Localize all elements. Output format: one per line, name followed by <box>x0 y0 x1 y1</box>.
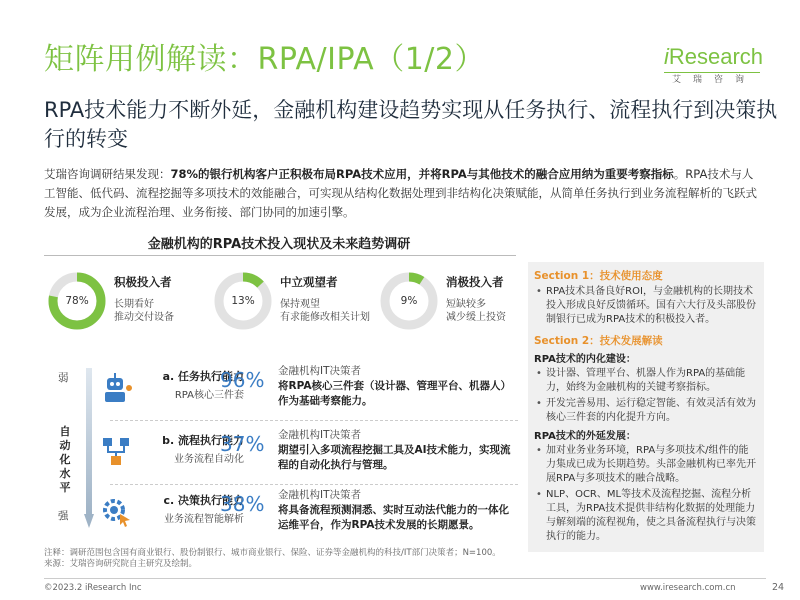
page-title: 矩阵用例解读：RPA/IPA（1/2） <box>44 42 485 77</box>
footer-copyright: ©2023.2 iResearch Inc <box>44 583 142 593</box>
donut-chart-passive <box>380 272 438 330</box>
donut-percent-label: 13% <box>231 295 255 307</box>
capability-description <box>278 364 518 409</box>
axis-automation-label: 自动化水平 <box>59 425 71 494</box>
outer-bullet: • 加对业务业务环境，RPA与多项技术/组件的能力集成已成为长期趋势。头部金融机构已率先开展RPA与多项技术的融合战略。 <box>534 444 758 486</box>
logo-divider <box>664 72 760 73</box>
capability-sub: RPA核心三件套 <box>174 390 244 401</box>
donut-chart-active <box>48 272 106 330</box>
capability-respondent: 金融机构IT决策者 <box>278 429 362 441</box>
intro-lead: 艾瑞咨询调研结果发现： <box>44 167 171 181</box>
insight-panel <box>528 262 764 552</box>
footer-divider <box>44 578 766 579</box>
logo-subtitle: 艾瑞咨询 <box>672 75 757 85</box>
inner-bullet: • 设计器、管理平台、机器人作为RPA的基础能力，始终为金融机构的关键考察指标。 <box>534 367 758 395</box>
capability-detail: 将RPA核心三件套（设计器、管理平台、机器人）作为基础考察能力。 <box>278 380 511 407</box>
section1-title: Section 1：技术使用态度 <box>534 270 663 282</box>
page-subtitle: RPA技术能力不断外延，金融机构建设趋势实现从任务执行、流程执行到决策执行的转变 <box>44 98 778 151</box>
adopter-line1: 短缺较多 <box>446 299 486 310</box>
axis-weak-label: 弱 <box>58 372 69 384</box>
footnote-source: 来源：艾瑞咨询研究院自主研究及绘制。 <box>44 559 198 569</box>
adopter-line1: 保持观望 <box>280 299 320 310</box>
adopter-name: 积极投入者 <box>114 275 172 289</box>
row-divider <box>110 484 518 485</box>
donut-percent-label: 9% <box>400 295 418 307</box>
adopter-name: 消极投入者 <box>446 275 504 289</box>
capability-respondent: 金融机构IT决策者 <box>278 365 362 377</box>
capability-detail: 将具备流程预测洞悉、实时互动法代能力的一体化运维平台，作为RPA技术发展的长期愿景。 <box>278 504 509 531</box>
chart-title-rule <box>44 255 516 256</box>
adopter-line2: 推动交付设备 <box>114 312 174 323</box>
donut-chart-neutral <box>214 272 272 330</box>
footnote-annotation: 注释：调研范围包含国有商业银行、股份制银行、城市商业银行、保险、证券等金融机构的科技/IT部门决策者；N=100。 <box>44 548 501 558</box>
intro-rest: 。RPA技术与人工智能、低代码、流程挖掘等多项技术的效能融合，可实现从结构化数据处理到非结构化决策赋能，从简单任务执行到业务流程解析的飞跃式发展，成为企业流程治理、业务衔接、部门协同的加速引擎。 <box>44 167 757 219</box>
inner-build-title: RPA技术的内化建设： <box>534 354 636 365</box>
capability-name: a. 任务执行能力 <box>162 370 244 383</box>
capability-sub: 业务流程智能解析 <box>164 514 244 525</box>
outer-build-title: RPA技术的外延发展： <box>534 431 636 442</box>
intro-paragraph <box>44 165 764 222</box>
footer-website: www.iresearch.com.cn <box>640 583 736 593</box>
capability-percent: 96% <box>220 368 265 392</box>
axis-strong-label: 强 <box>58 510 69 522</box>
capability-percent: 37% <box>220 432 265 456</box>
axis-down-arrow-icon <box>84 368 94 528</box>
adopter-line2: 减少缓上投资 <box>446 312 506 323</box>
page-number: 24 <box>772 582 785 593</box>
logo-wordmark: iResearch <box>664 44 764 69</box>
section1-bullet: • RPA技术具备良好ROI，与金融机构的长期技术投入形成良好反馈循环。国有六大行及头部股份制银行已成为RPA技术的积极投入者。 <box>534 285 758 327</box>
capability-row-decision <box>98 488 518 542</box>
chart-title: 金融机构的RPA技术投入现状及未来趋势调研 <box>147 237 411 252</box>
capability-name: b. 流程执行能力 <box>162 434 244 447</box>
row-divider <box>110 420 518 421</box>
section2-title: Section 2：技术发展解读 <box>534 335 663 347</box>
donut-percent-label: 78% <box>65 295 89 307</box>
capability-description <box>278 488 518 533</box>
capability-row-task <box>98 364 518 418</box>
capability-name: c. 决策执行能力 <box>163 494 244 507</box>
capability-detail: 期望引入多项流程挖掘工具及AI技术能力，实现流程的自动化执行与管理。 <box>278 444 511 471</box>
inner-bullet: • 开发完善易用、运行稳定智能、有效灵活有效为核心三件套的内化提升方向。 <box>534 397 758 425</box>
footnote <box>44 548 501 570</box>
intro-bold: 78%的银行机构客户正积极布局RPA技术应用，并将RPA与其他技术的融合应用纳为重要考察指标 <box>170 167 674 181</box>
adopter-name: 中立观望者 <box>280 275 338 289</box>
capability-respondent: 金融机构IT决策者 <box>278 489 362 501</box>
adopter-line2: 有求能修改相关计划 <box>280 312 370 323</box>
capability-row-process <box>98 428 518 482</box>
capability-description <box>278 428 518 473</box>
adopter-line1: 长期看好 <box>114 299 154 310</box>
capability-sub: 业务流程自动化 <box>174 454 244 465</box>
capability-percent: 38% <box>220 492 265 516</box>
outer-bullet: • NLP、OCR、ML等技术及流程挖掘、流程分析工具，为RPA技术提供非结构化数据的处理能力与解刻端的流程视角，使之具备流程执行与决策执行的能力。 <box>534 488 758 544</box>
iresearch-logo <box>664 44 764 88</box>
